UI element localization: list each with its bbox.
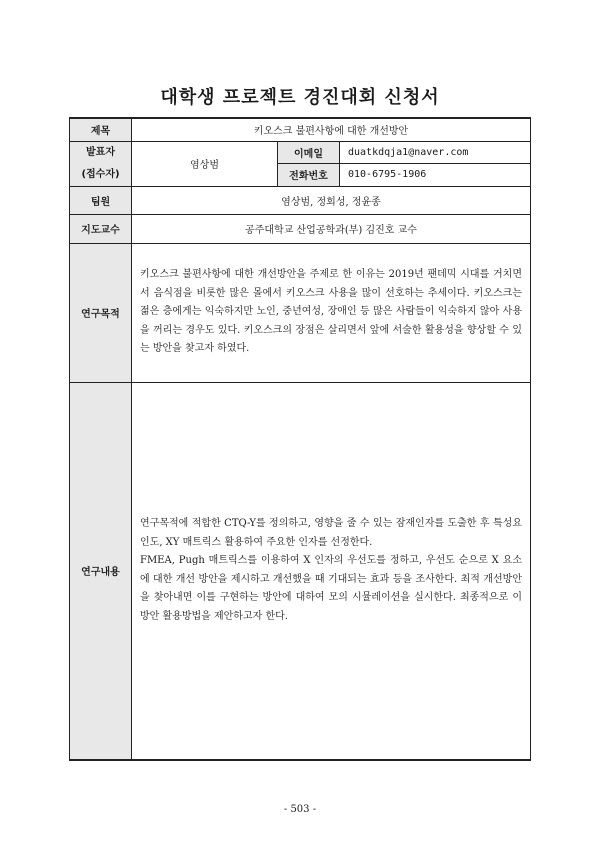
advisor-row	[70, 214, 531, 243]
presenter-label-line2: (접수자)	[81, 168, 120, 180]
content-text	[132, 382, 531, 760]
email-label: 이메일	[278, 141, 340, 164]
content-row	[70, 382, 531, 760]
phone-label: 전화번호	[278, 164, 340, 187]
content-paragraph-1: 연구목적에 적합한 CTQ-Y를 정의하고, 영향을 줄 수 있는 잠재인자를 도출한 후 특성요인도, XY 매트릭스 활용하여 주요한 인자를 선정한다.	[140, 518, 522, 548]
subject-label: 제목	[70, 118, 132, 141]
content-paragraph-2: FMEA, Pugh 매트릭스를 이용하여 X 인자의 우선도를 정하고, 우선도 순으로 X 요소에 대한 개선 방안을 제시하고 개선했을 때 기대되는 효과 등을 조사한다. 최적 개선방안을 찾아내면 이를 구현하는 방안에 대하여 모의 시뮬레이션을 실시한다. 최종적으로 이 방안 활용방법을 제안하고자 한다.	[140, 555, 522, 622]
purpose-text: 키오스크 불편사항에 대한 개선방안을 주제로 한 이유는 2019년 팬데믹 시대를 거치면서 음식점을 비롯한 많은 몰에서 키오스크 사용을 많이 선호하는 추세이다. 키오스크는 젊은 층에게는 익숙하지만 노인, 중년여성, 장애인 등 많은 사람들이 익숙하지 않아 사용을 꺼리는 경우도 있다. 키오스크의 장점은 살리면서 앞에 서술한 활용성을 향상할 수 있는 방안을 찾고자 하였다.	[132, 243, 531, 382]
presenter-label-line1: 발표자	[86, 146, 115, 158]
purpose-label: 연구목적	[70, 243, 132, 382]
subject-row	[70, 118, 531, 141]
email-value: duatkdqja1@naver.com	[340, 141, 531, 164]
advisor-value: 공주대학교 산업공학과(부) 김진호 교수	[132, 214, 531, 243]
presenter-name: 염상범	[132, 141, 278, 186]
page-number: - 503 -	[283, 804, 317, 815]
form-title: 대학생 프로젝트 경진대회 신청서	[160, 87, 440, 108]
presenter-row-1	[70, 141, 531, 164]
subject-value: 키오스크 불편사항에 대한 개선방안	[132, 118, 531, 141]
presenter-label	[70, 141, 132, 186]
team-row	[70, 186, 531, 214]
purpose-row	[70, 243, 531, 382]
advisor-label: 지도교수	[70, 214, 132, 243]
team-value: 염상범, 정회성, 정윤종	[132, 186, 531, 214]
content-label: 연구내용	[70, 382, 132, 760]
team-label: 팀원	[70, 186, 132, 214]
phone-value: 010-6795-1906	[340, 164, 531, 187]
application-form-table	[69, 117, 531, 761]
